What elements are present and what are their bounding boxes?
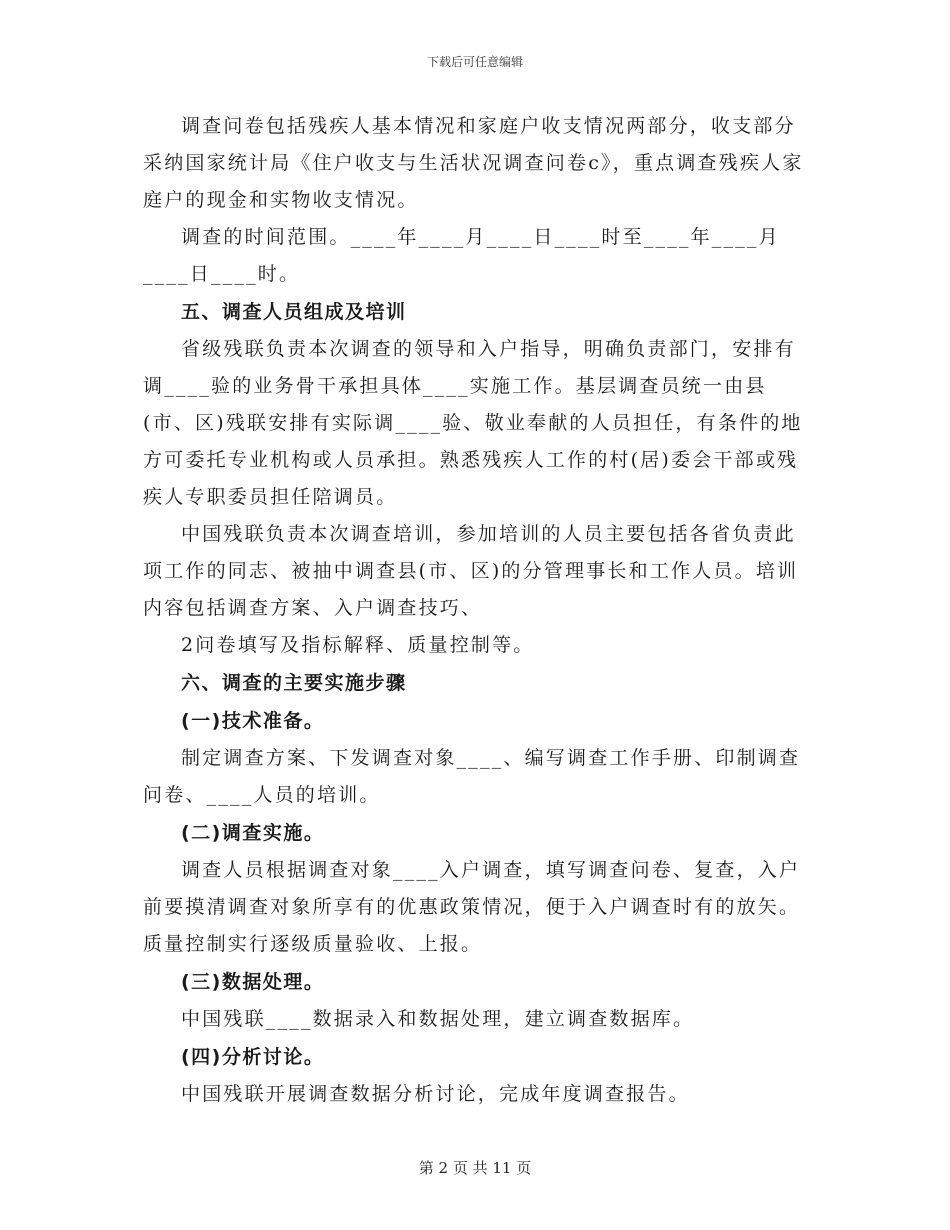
paragraph-data-processing: 中国残联____数据录入和数据处理，建立调查数据库。 — [181, 1008, 695, 1030]
paragraph-training: 中国残联负责本次调查培训，参加培训的人员主要包括各省负责此项工作的同志、被抽中调查县(市、区)的分管理事长和工作人员。培训内容包括调查方案、入户调查技巧、 — [143, 523, 799, 619]
page-header: 下载后可任意编辑 — [426, 55, 523, 69]
paragraph-training-cont: 2问卷填写及指标解释、质量控制等。 — [181, 634, 535, 656]
paragraph-staffing: 省级残联负责本次调查的领导和入户指导，明确负责部门，安排有调____验的业务骨干承担具体____实施工作。基层调查员统一由县(市、区)残联安排有实际调____验、敬业奉献的人员担任，有条件的地方可委托专业机构或人员承担。熟悉残疾人工作的村(居)委会干部或残疾人专职委员担任陪调员。 — [143, 338, 803, 508]
paragraph-questionnaire: 调查问卷包括残疾人基本情况和家庭户收支情况两部分，收支部分采纳国家统计局《住户收支与生活状况调查问卷c》，重点调查残疾人家庭户的现金和实物收支情况。 — [143, 115, 804, 211]
page-number: 第 2 页 共 11 页 — [418, 1159, 532, 1177]
subheading-tech-prep: (一)技术准备。 — [181, 710, 325, 732]
paragraph-implementation: 调查人员根据调查对象____入户调查，填写调查问卷、复查，入户前要摸清调查对象所享有的优惠政策情况，便于入户调查时有的放矢。质量控制实行逐级质量验收、上报。 — [143, 859, 801, 955]
section-heading-6: 六、调查的主要实施步骤 — [181, 672, 407, 694]
paragraph-analysis: 中国残联开展调查数据分析讨论，完成年度调查报告。 — [181, 1083, 690, 1105]
subheading-implementation: (二)调查实施。 — [181, 822, 325, 844]
paragraph-tech-prep: 制定调查方案、下发调查对象____、编写调查工作手册、印制调查问卷、____人员的培训。 — [143, 747, 801, 806]
subheading-data-processing: (三)数据处理。 — [181, 971, 325, 993]
subheading-analysis: (四)分析讨论。 — [181, 1046, 325, 1068]
section-heading-5: 五、调查人员组成及培训 — [181, 301, 407, 323]
document-body — [143, 108, 805, 1113]
paragraph-time-range: 调查的时间范围。____年____月____日____时至____年____月____日____时。 — [143, 226, 780, 285]
